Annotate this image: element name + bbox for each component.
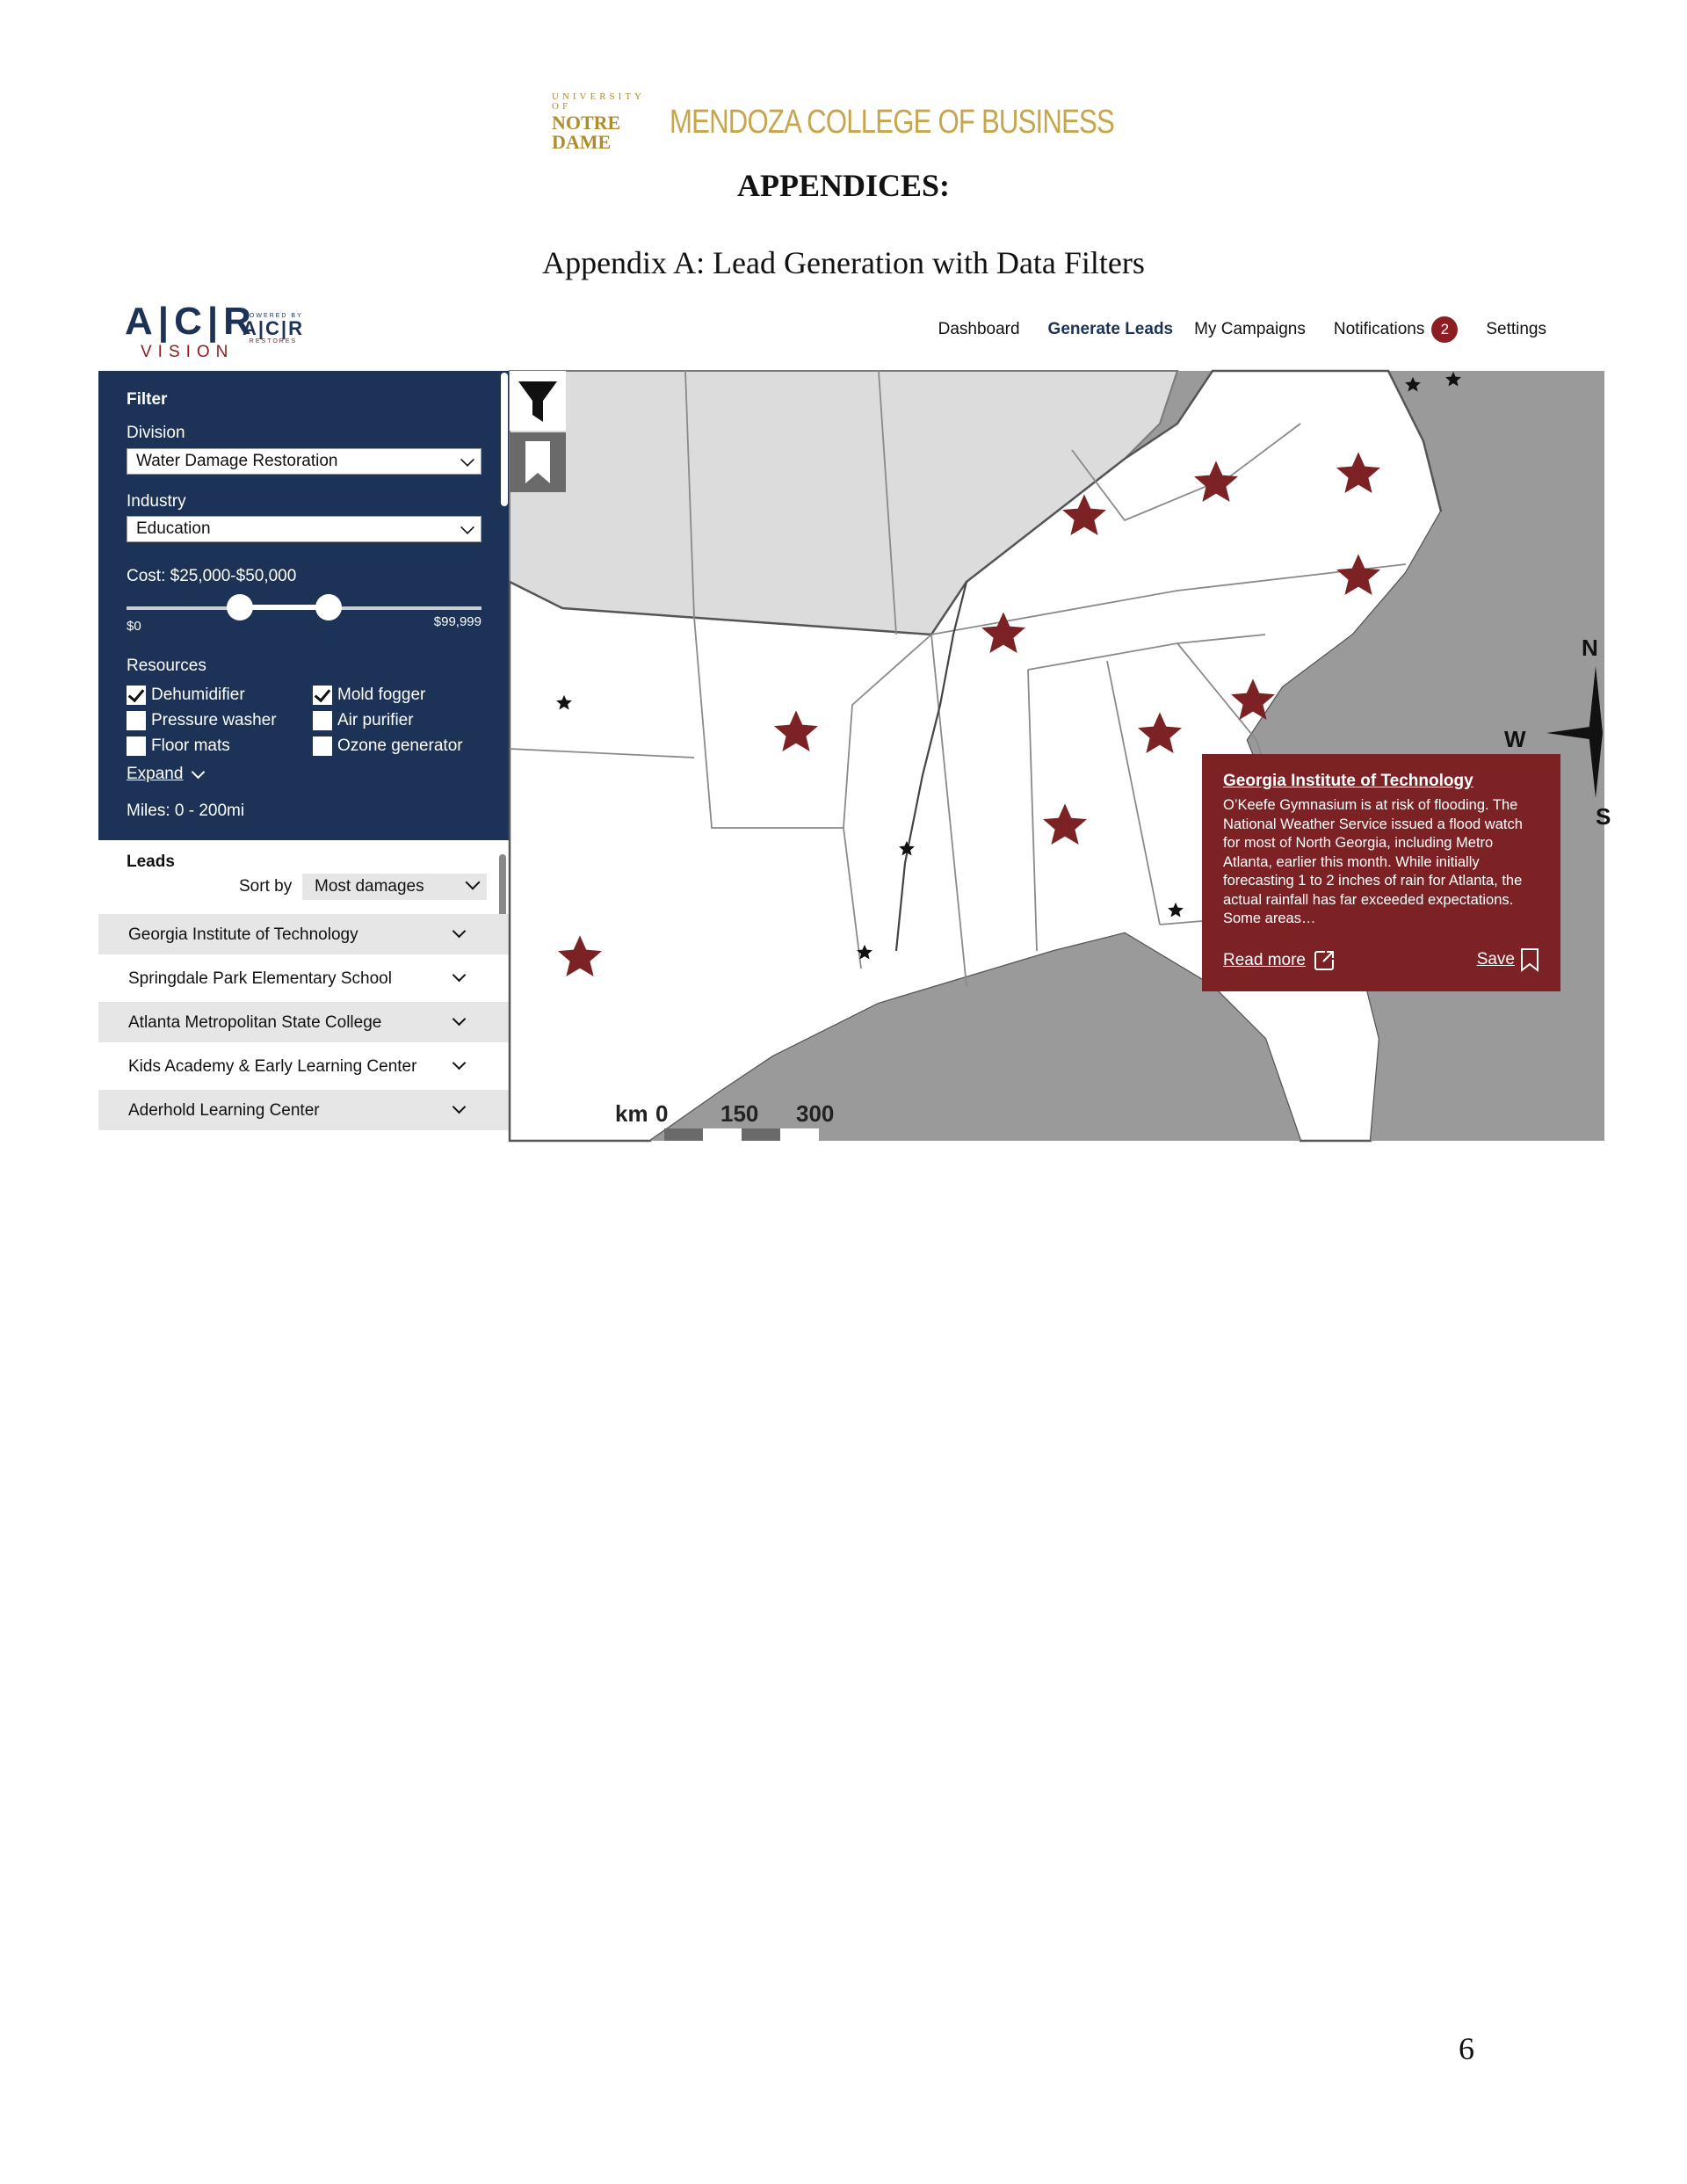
chevron-down-icon (466, 875, 481, 890)
compass-south-label: S (1596, 803, 1611, 830)
powered-by-text: POWERED BY (243, 313, 303, 319)
lead-marker-star-icon[interactable] (1060, 492, 1109, 541)
lead-item-label: Springdale Park Elementary School (128, 969, 392, 988)
lead-item-label: Georgia Institute of Technology (128, 925, 358, 944)
capital-star-icon (898, 840, 916, 858)
lead-marker-star-icon[interactable] (1334, 450, 1383, 499)
chevron-down-icon[interactable] (453, 1012, 467, 1027)
acr-logo-mark: A|C|R (125, 300, 257, 343)
resource-label: Pressure washer (151, 711, 277, 729)
popup-title[interactable]: Georgia Institute of Technology (1223, 772, 1473, 790)
cost-slider-low-handle[interactable] (227, 594, 253, 620)
lead-item[interactable] (98, 1002, 510, 1042)
chevron-down-icon[interactable] (453, 1100, 467, 1114)
checkbox-icon[interactable] (313, 736, 332, 756)
expand-link[interactable] (127, 765, 203, 784)
college-name: MENDOZA COLLEGE OF BUSINESS (669, 103, 1114, 141)
lead-popup (1202, 754, 1560, 991)
industry-select-value: Education (136, 519, 211, 538)
scale-tick-0: 0 (655, 1100, 669, 1127)
filter-scrollbar[interactable] (501, 373, 508, 506)
lead-item-label: Aderhold Learning Center (128, 1101, 320, 1120)
scale-tick-300: 300 (796, 1100, 835, 1127)
page-number: 6 (1459, 2031, 1474, 2066)
map-filter-button[interactable] (510, 371, 566, 431)
acr-logo-vision: VISION (141, 343, 235, 361)
cost-min-label: $0 (127, 619, 141, 634)
chevron-down-icon[interactable] (453, 969, 467, 983)
industry-label: Industry (127, 492, 186, 511)
chevron-down-icon (460, 520, 474, 534)
sort-select-value: Most damages (315, 877, 424, 896)
notifications-count-badge: 2 (1431, 316, 1458, 343)
external-link-icon (1313, 949, 1336, 972)
division-select-value: Water Damage Restoration (136, 452, 338, 470)
leads-title: Leads (127, 853, 175, 871)
sort-select[interactable] (302, 874, 487, 900)
nav-my-campaigns[interactable]: My Campaigns (1194, 320, 1306, 338)
capital-star-icon (555, 694, 573, 712)
chevron-down-icon[interactable] (453, 925, 467, 939)
checkbox-checked-icon[interactable] (127, 686, 146, 705)
resource-label: Ozone generator (337, 736, 463, 755)
save-link[interactable] (1477, 947, 1539, 972)
lead-marker-star-icon[interactable] (1228, 677, 1278, 726)
notre-dame-wordmark (552, 92, 645, 152)
sort-label: Sort by (239, 877, 293, 896)
lead-marker-star-icon[interactable] (1191, 459, 1241, 508)
acr-vision-logo[interactable] (125, 300, 257, 362)
document-heading: APPENDICES: (736, 168, 950, 203)
resource-floor-mats[interactable] (127, 736, 230, 756)
industry-select[interactable] (127, 516, 481, 542)
expand-label: Expand (127, 765, 184, 783)
nav-notifications[interactable] (1334, 316, 1459, 343)
lead-marker-star-icon[interactable] (1040, 802, 1090, 851)
scale-unit: km (615, 1100, 648, 1127)
notre-dame-text: NOTRE DAME (552, 112, 621, 153)
resource-label: Air purifier (337, 711, 414, 729)
compass-north-label: N (1582, 635, 1598, 661)
lead-item-label: Kids Academy & Early Learning Center (128, 1057, 417, 1076)
chevron-down-icon (192, 765, 206, 779)
appendix-title: Appendix A: Lead Generation with Data Filters (542, 245, 1145, 280)
capital-star-icon (1167, 902, 1184, 919)
read-more-label: Read more (1223, 951, 1306, 969)
resource-pressure-washer[interactable] (127, 711, 277, 730)
lead-item[interactable] (98, 1090, 510, 1130)
cost-label: Cost: $25,000-$50,000 (127, 567, 297, 585)
letterhead (545, 91, 1142, 153)
resource-mold-fogger[interactable] (313, 686, 425, 705)
filter-panel (98, 371, 510, 840)
lead-item-label: Atlanta Metropolitan State College (128, 1013, 382, 1032)
nav-dashboard[interactable]: Dashboard (938, 320, 1020, 338)
cost-max-label: $99,999 (433, 614, 481, 629)
funnel-icon (510, 371, 566, 431)
checkbox-checked-icon[interactable] (313, 686, 332, 705)
scale-tick-150: 150 (720, 1100, 759, 1127)
miles-label: Miles: 0 - 200mi (127, 802, 245, 820)
lead-item[interactable] (98, 958, 510, 998)
checkbox-icon[interactable] (127, 711, 146, 730)
resource-label: Dehumidifier (151, 686, 245, 704)
powered-by-restores: RESTORES (249, 338, 298, 345)
save-label: Save (1476, 950, 1515, 969)
lead-marker-star-icon[interactable] (771, 708, 821, 758)
top-nav (910, 316, 1546, 343)
nav-generate-leads[interactable]: Generate Leads (1047, 320, 1174, 338)
resource-label: Floor mats (151, 736, 230, 755)
popup-body: O’Keefe Gymnasium is at risk of flooding. The National Weather Service issued a flood watch for most of North Georgia, including Metro Atlanta, earlier this month. While initially forecasting 1 to 2 inches of rain for Atlanta, the actual rainfall has far exceeded expectations. Some areas… (1223, 797, 1523, 926)
powered-by-logo (243, 313, 304, 345)
lead-marker-star-icon[interactable] (979, 610, 1028, 659)
resource-ozone-generator[interactable] (313, 736, 463, 756)
resource-air-purifier[interactable] (313, 711, 414, 730)
resources-label: Resources (127, 657, 206, 675)
lead-marker-star-icon[interactable] (1135, 710, 1184, 759)
leads-panel (98, 840, 510, 1130)
read-more-link[interactable] (1223, 949, 1336, 972)
powered-by-mark: A|C|R (243, 317, 304, 339)
division-select[interactable] (127, 448, 481, 475)
capital-star-icon (856, 944, 873, 961)
map-tools (510, 371, 566, 494)
resource-dehumidifier[interactable] (127, 686, 245, 705)
lead-item[interactable] (98, 914, 510, 954)
lead-item[interactable] (98, 1046, 510, 1086)
compass-west-label: W (1504, 726, 1526, 752)
capital-star-icon (1404, 376, 1422, 394)
bookmark-icon (510, 432, 566, 492)
checkbox-icon[interactable] (127, 736, 146, 756)
cost-slider-high-handle[interactable] (315, 594, 342, 620)
map-bookmark-button[interactable] (510, 432, 566, 492)
resource-label: Mold fogger (337, 686, 426, 704)
checkbox-icon[interactable] (313, 711, 332, 730)
university-of-text: UNIVERSITY OF (552, 91, 645, 112)
division-label: Division (127, 424, 185, 442)
nav-settings[interactable]: Settings (1486, 320, 1546, 338)
bookmark-outline-icon (1520, 947, 1539, 972)
capital-star-icon (1444, 371, 1462, 388)
nav-notifications-label: Notifications (1333, 320, 1425, 338)
filter-title: Filter (127, 390, 168, 409)
chevron-down-icon (460, 453, 474, 467)
chevron-down-icon[interactable] (453, 1056, 467, 1070)
lead-marker-star-icon[interactable] (1334, 552, 1383, 601)
lead-marker-star-icon[interactable] (555, 933, 605, 983)
